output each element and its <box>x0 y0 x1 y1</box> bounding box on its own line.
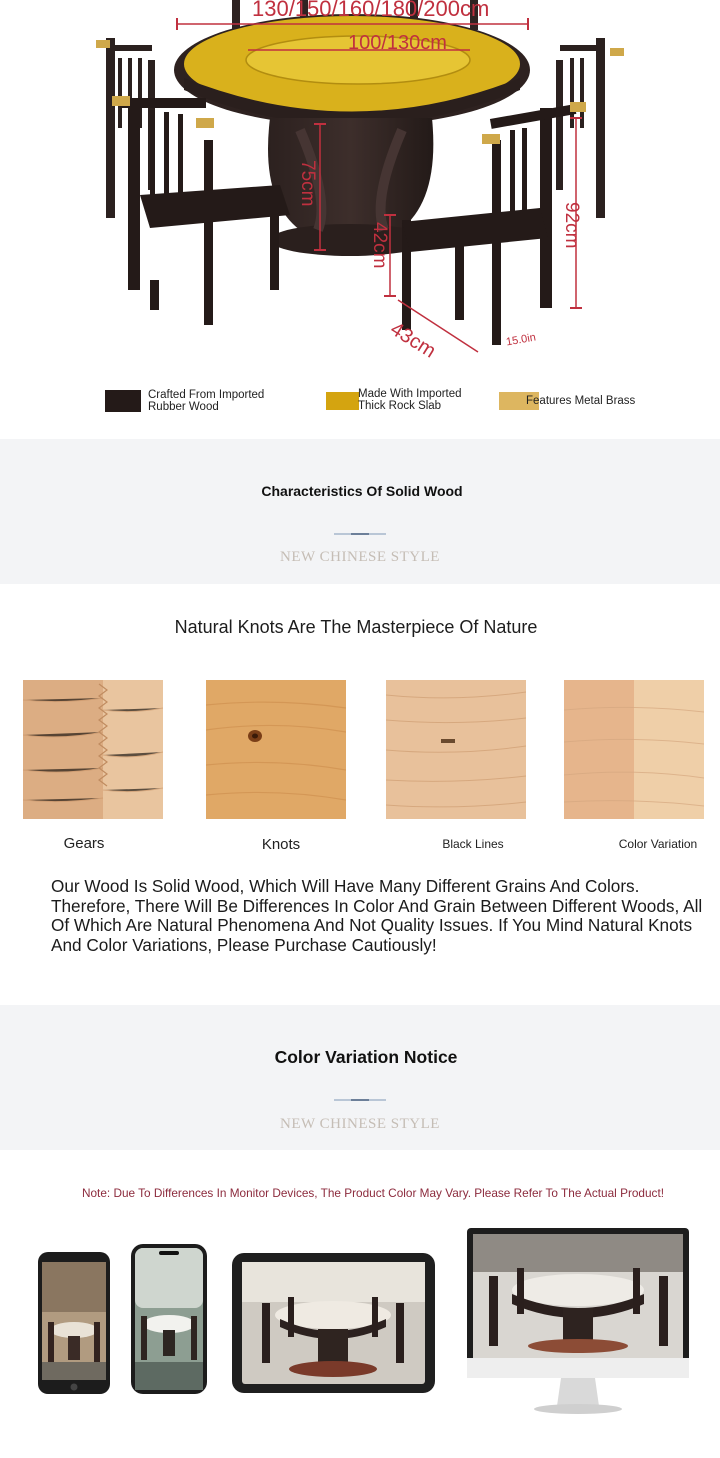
section-subtitle: NEW CHINESE STYLE <box>280 549 440 565</box>
knots-heading: Natural Knots Are The Masterpiece Of Nature <box>174 617 538 637</box>
material-legend <box>0 380 720 430</box>
dimension-lazy-susan: 100/130cm <box>348 32 447 54</box>
dimension-seat-depth: 43cm <box>386 318 440 363</box>
legend-swatch-rock-slab <box>326 392 359 410</box>
section-divider <box>334 1099 386 1101</box>
product-dimension-image <box>0 0 720 370</box>
dimension-inch-note: 15.0in <box>505 331 537 349</box>
section-header-color-variation <box>0 1005 720 1150</box>
color-notice-text: Note: Due To Differences In Monitor Devices, The Product Color May Vary. Please Refer To The Actual Product! <box>81 1186 665 1200</box>
legend-label-brass: Features Metal Brass <box>526 395 636 407</box>
legend-swatch-wood <box>105 390 141 412</box>
phone-mockup-warm <box>38 1252 110 1394</box>
solid-wood-disclaimer: Our Wood Is Solid Wood, Which Will Have Many Different Grains And Colors. Therefore, There Will Be Differences In Color And Grain Between Different Woods, All Of Which Are Natural Phenomena And Not Quality Issues. If You Mind Natural Knots And Color Variations, Please Purchase Cautiously! <box>51 876 703 955</box>
legend-label-rock-slab: Made With Imported Thick Rock Slab <box>358 388 462 412</box>
caption-color-variation: Color Variation <box>618 837 698 851</box>
section-title: Characteristics Of Solid Wood <box>261 483 463 499</box>
legend-label-wood: Crafted From Imported Rubber Wood <box>148 389 265 413</box>
dimension-table-height: 75cm <box>297 160 318 207</box>
dimension-table-diameter: 130/150/160/180/200cm <box>252 0 490 21</box>
section-subtitle: NEW CHINESE STYLE <box>280 1116 440 1132</box>
table-chairs-illustration <box>0 0 720 370</box>
dimension-seat-height: 42cm <box>369 222 390 269</box>
caption-knots: Knots <box>261 836 301 853</box>
dimension-chair-height: 92cm <box>561 202 582 249</box>
tablet-mockup <box>232 1253 435 1393</box>
desktop-monitor-mockup <box>467 1228 689 1416</box>
phone-mockup-cool <box>131 1244 207 1394</box>
section-header-solid-wood <box>0 439 720 584</box>
caption-black-lines: Black Lines <box>442 837 504 851</box>
wood-sample-knots <box>206 680 346 819</box>
section-divider <box>334 533 386 535</box>
wood-sample-black-lines <box>386 680 526 819</box>
wood-sample-color-variation <box>564 680 704 819</box>
caption-gears: Gears <box>63 835 105 852</box>
section-title: Color Variation Notice <box>274 1047 458 1067</box>
wood-sample-gears <box>23 680 163 819</box>
